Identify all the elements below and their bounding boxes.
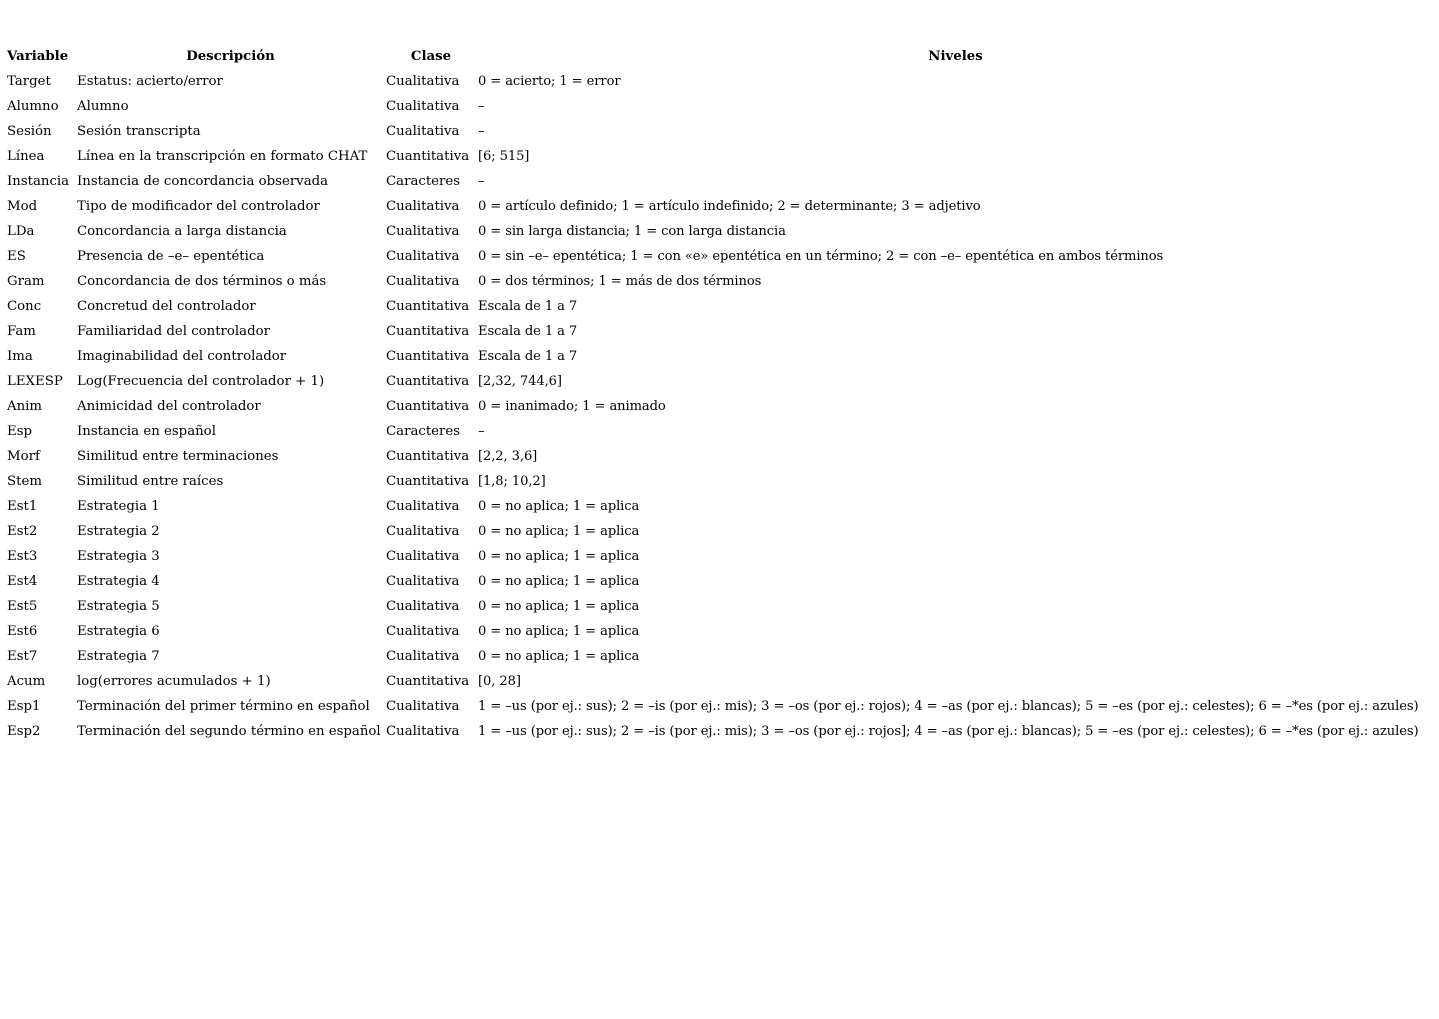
table-body: [6, 69, 1434, 744]
cell-clase: Cualitativa: [386, 649, 460, 664]
cell-descripcion: Instancia de concordancia observada: [77, 174, 329, 189]
cell-variable: Acum: [7, 674, 46, 689]
cell-variable: Est2: [7, 524, 38, 539]
cell-clase: Cuantitativa: [386, 349, 470, 364]
cell-clase: Cuantitativa: [386, 149, 470, 164]
table-row: [6, 144, 1434, 169]
cell-niveles: 0 = dos términos; 1 = más de dos términos: [478, 274, 762, 289]
cell-descripcion: Sesión transcripta: [77, 124, 201, 139]
table-row: [6, 644, 1434, 669]
cell-clase: Cualitativa: [386, 224, 460, 239]
header-niveles: Niveles: [928, 49, 983, 64]
header-row: [6, 44, 1434, 69]
variables-table-container: [6, 44, 1434, 744]
cell-descripcion: Terminación del segundo término en español: [77, 724, 381, 739]
cell-clase: Cualitativa: [386, 499, 460, 514]
header-clase: Clase: [410, 49, 452, 64]
cell-niveles: Escala de 1 a 7: [478, 349, 578, 364]
cell-variable: Gram: [7, 274, 45, 289]
cell-variable: Anim: [7, 399, 43, 414]
cell-niveles: 0 = inanimado; 1 = animado: [478, 399, 666, 414]
cell-clase: Cualitativa: [386, 549, 460, 564]
cell-clase: Cuantitativa: [386, 474, 470, 489]
cell-niveles: 0 = acierto; 1 = error: [478, 74, 621, 89]
cell-descripcion: Concretud del controlador: [77, 299, 256, 314]
cell-clase: Cuantitativa: [386, 374, 470, 389]
cell-niveles: 1 = –us (por ej.: sus); 2 = –is (por ej.: mis); 3 = –os (por ej.: rojos); 4 = –as (por ej.: blancas); 5 = –es (por ej.: celestes); 6 = –*es (por ej.: azules): [478, 699, 1419, 714]
cell-variable: Morf: [7, 449, 40, 464]
table-row: [6, 694, 1434, 719]
table-row: [6, 669, 1434, 694]
table-row: [6, 394, 1434, 419]
table-row: [6, 569, 1434, 594]
cell-variable: Est4: [7, 574, 38, 589]
cell-descripcion: Similitud entre terminaciones: [77, 449, 279, 464]
table-row: [6, 519, 1434, 544]
cell-descripcion: log(errores acumulados + 1): [77, 674, 271, 689]
cell-niveles: Escala de 1 a 7: [478, 324, 578, 339]
cell-descripcion: Presencia de –e– epentética: [77, 249, 265, 264]
cell-descripcion: Línea en la transcripción en formato CHAT: [77, 149, 368, 164]
cell-variable: Esp2: [7, 724, 41, 739]
table-row: [6, 344, 1434, 369]
cell-clase: Caracteres: [386, 424, 461, 439]
cell-descripcion: Terminación del primer término en español: [77, 699, 370, 714]
cell-variable: Est1: [7, 499, 38, 514]
cell-variable: Stem: [7, 474, 42, 489]
cell-niveles: –: [478, 124, 485, 139]
cell-descripcion: Instancia en español: [77, 424, 216, 439]
cell-descripcion: Estrategia 4: [77, 574, 160, 589]
table-row: [6, 119, 1434, 144]
cell-descripcion: Estrategia 3: [77, 549, 160, 564]
cell-niveles: 0 = no aplica; 1 = aplica: [478, 599, 640, 614]
cell-variable: Mod: [7, 199, 38, 214]
cell-niveles: [2,32, 744,6]: [478, 374, 562, 389]
cell-variable: Esp1: [7, 699, 41, 714]
cell-clase: Cualitativa: [386, 574, 460, 589]
cell-variable: Target: [7, 74, 51, 89]
table-row: [6, 494, 1434, 519]
variables-table: [6, 44, 1434, 744]
cell-niveles: 0 = no aplica; 1 = aplica: [478, 499, 640, 514]
cell-clase: Cuantitativa: [386, 324, 470, 339]
cell-descripcion: Imaginabilidad del controlador: [77, 349, 287, 364]
cell-variable: Instancia: [7, 174, 70, 189]
cell-descripcion: Similitud entre raíces: [77, 474, 224, 489]
table-row: [6, 69, 1434, 94]
cell-clase: Cualitativa: [386, 724, 460, 739]
cell-clase: Cualitativa: [386, 124, 460, 139]
cell-variable: Conc: [7, 299, 42, 314]
cell-descripcion: Estatus: acierto/error: [77, 74, 223, 89]
cell-descripcion: Estrategia 2: [77, 524, 160, 539]
cell-clase: Cualitativa: [386, 249, 460, 264]
cell-niveles: 0 = no aplica; 1 = aplica: [478, 549, 640, 564]
cell-clase: Caracteres: [386, 174, 461, 189]
cell-niveles: 0 = sin larga distancia; 1 = con larga distancia: [478, 224, 786, 239]
cell-clase: Cualitativa: [386, 99, 460, 114]
cell-niveles: [0, 28]: [478, 674, 521, 689]
cell-descripcion: Concordancia de dos términos o más: [77, 274, 327, 289]
table-header: [6, 44, 1434, 69]
cell-variable: Esp: [7, 424, 33, 439]
cell-variable: Est3: [7, 549, 38, 564]
cell-niveles: –: [478, 424, 485, 439]
cell-variable: LDa: [7, 224, 35, 239]
table-row: [6, 594, 1434, 619]
cell-clase: Cualitativa: [386, 699, 460, 714]
table-row: [6, 94, 1434, 119]
cell-clase: Cuantitativa: [386, 449, 470, 464]
cell-clase: Cualitativa: [386, 624, 460, 639]
cell-variable: ES: [7, 249, 26, 264]
cell-descripcion: Animicidad del controlador: [77, 399, 261, 414]
cell-niveles: 0 = sin –e– epentética; 1 = con «e» epentética en un término; 2 = con –e– epentética en ambos términos: [478, 249, 1164, 264]
cell-descripcion: Estrategia 7: [77, 649, 160, 664]
cell-niveles: Escala de 1 a 7: [478, 299, 578, 314]
cell-clase: Cualitativa: [386, 524, 460, 539]
cell-descripcion: Familiaridad del controlador: [77, 324, 270, 339]
cell-descripcion: Estrategia 1: [77, 499, 160, 514]
table-row: [6, 194, 1434, 219]
table-row: [6, 269, 1434, 294]
cell-clase: Cualitativa: [386, 599, 460, 614]
table-row: [6, 719, 1434, 744]
header-descripcion: Descripción: [186, 49, 275, 64]
cell-niveles: [1,8; 10,2]: [478, 474, 546, 489]
cell-niveles: 0 = no aplica; 1 = aplica: [478, 624, 640, 639]
table-row: [6, 169, 1434, 194]
cell-niveles: [6; 515]: [478, 149, 530, 164]
table-row: [6, 219, 1434, 244]
table-row: [6, 244, 1434, 269]
table-row: [6, 619, 1434, 644]
cell-variable: Línea: [7, 149, 45, 164]
cell-variable: Est7: [7, 649, 38, 664]
cell-descripcion: Concordancia a larga distancia: [77, 224, 287, 239]
cell-variable: Ima: [7, 349, 33, 364]
cell-descripcion: Alumno: [77, 99, 129, 114]
cell-variable: Est6: [7, 624, 38, 639]
cell-clase: Cuantitativa: [386, 399, 470, 414]
table-row: [6, 319, 1434, 344]
cell-niveles: 0 = no aplica; 1 = aplica: [478, 524, 640, 539]
cell-descripcion: Tipo de modificador del controlador: [77, 199, 320, 214]
cell-clase: Cuantitativa: [386, 674, 470, 689]
cell-niveles: 1 = –us (por ej.: sus); 2 = –is (por ej.: mis); 3 = –os (por ej.: rojos]; 4 = –as (por ej.: blancas); 5 = –es (por ej.: celestes); 6 = –*es (por ej.: azules): [478, 724, 1419, 739]
cell-niveles: –: [478, 174, 485, 189]
table-row: [6, 469, 1434, 494]
cell-descripcion: Estrategia 6: [77, 624, 160, 639]
table-row: [6, 369, 1434, 394]
cell-descripcion: Log(Frecuencia del controlador + 1): [77, 374, 325, 389]
table-row: [6, 544, 1434, 569]
header-variable: Variable: [7, 49, 69, 64]
cell-variable: Est5: [7, 599, 38, 614]
table-row: [6, 294, 1434, 319]
cell-variable: Sesión: [7, 124, 52, 139]
cell-variable: LEXESP: [7, 374, 63, 389]
table-row: [6, 444, 1434, 469]
cell-niveles: [2,2, 3,6]: [478, 449, 538, 464]
cell-clase: Cualitativa: [386, 199, 460, 214]
table-row: [6, 419, 1434, 444]
cell-variable: Alumno: [7, 99, 59, 114]
cell-clase: Cualitativa: [386, 274, 460, 289]
cell-clase: Cualitativa: [386, 74, 460, 89]
cell-niveles: 0 = no aplica; 1 = aplica: [478, 574, 640, 589]
cell-descripcion: Estrategia 5: [77, 599, 160, 614]
cell-niveles: 0 = no aplica; 1 = aplica: [478, 649, 640, 664]
cell-clase: Cuantitativa: [386, 299, 470, 314]
cell-niveles: 0 = artículo definido; 1 = artículo indefinido; 2 = determinante; 3 = adjetivo: [478, 199, 981, 214]
cell-variable: Fam: [7, 324, 36, 339]
cell-niveles: –: [478, 99, 485, 114]
